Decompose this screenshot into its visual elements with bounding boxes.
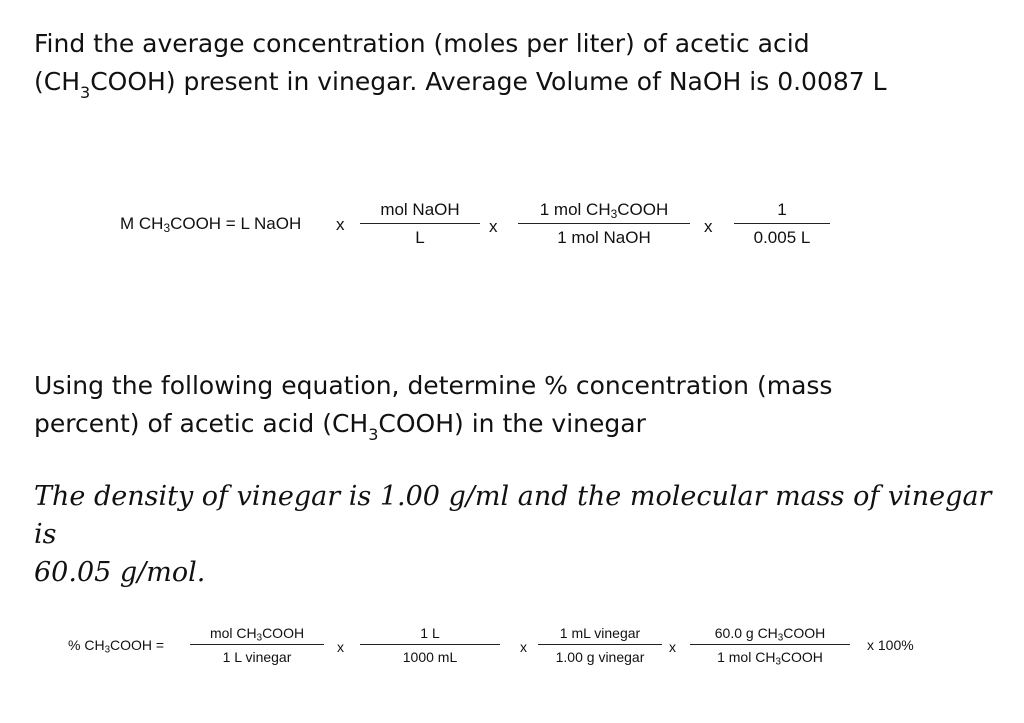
density-note <box>34 478 994 592</box>
fraction-bar <box>360 644 500 645</box>
fraction-numerator: mol NaOH <box>380 200 460 219</box>
times-operator: x <box>520 639 527 655</box>
fraction-denominator: 1 mol NaOH <box>557 228 651 247</box>
fraction-bar <box>360 223 480 224</box>
question-2-text <box>34 367 994 443</box>
times-operator: x <box>669 639 676 655</box>
fraction-molar-mass <box>690 625 850 668</box>
fraction-numerator: 1 mol $CH_3COOH$ <box>539 200 669 221</box>
question-1-text <box>34 25 994 101</box>
fraction-numerator: 1 <box>777 200 787 219</box>
fraction-numerator: mol $CH_3COOH$ <box>209 625 305 644</box>
times-operator: x <box>489 217 498 236</box>
question-1-line-2: $(CH_3COOH)$ present in vinegar. Average Volume of NaOH is 0.0087 L <box>34 67 887 102</box>
fraction-denominator: 1000 mL <box>402 649 458 665</box>
times-100-percent: x 100% <box>867 637 914 653</box>
fraction-denominator: L <box>415 228 425 247</box>
fraction-denominator: 1.00 g vinegar <box>555 649 645 665</box>
fraction-mol-per-l-vinegar <box>190 625 324 665</box>
fraction-denominator: 1 L vinegar <box>222 649 292 665</box>
fraction-mol-naoh-per-l <box>360 200 480 248</box>
fraction-bar <box>538 644 662 645</box>
fraction-numerator: 1 L <box>420 625 440 641</box>
fraction-one-over-volume <box>734 200 830 248</box>
times-operator: x <box>336 215 345 234</box>
density-note-line-1: The density of vinegar is 1.00 g/ml and the molecular mass of vinegar is <box>34 481 992 550</box>
fraction-bar <box>734 223 830 224</box>
question-2-line-2: percent) of acetic acid $(CH_3COOH)$ in the vinegar <box>34 409 646 444</box>
fraction-numerator: 1 mL vinegar <box>559 625 641 641</box>
question-1-line-1: Find the average concentration (moles per liter) of acetic acid <box>34 29 810 58</box>
fraction-ml-per-gram-vinegar <box>538 625 662 665</box>
molarity-lhs: M $CH_3COOH = L$ NaOH <box>120 214 302 235</box>
fraction-liter-to-ml <box>360 625 500 665</box>
fraction-bar <box>518 223 690 224</box>
fraction-mole-ratio <box>518 200 690 248</box>
fraction-bar <box>190 644 324 645</box>
density-note-line-2: 60.05 g/mol. <box>34 557 206 588</box>
fraction-denominator: 1 mol $CH_3COOH$ <box>717 649 823 668</box>
times-operator: x <box>704 217 713 236</box>
fraction-denominator: 0.005 L <box>753 228 811 247</box>
fraction-numerator: 60.0 g $CH_3COOH$ <box>714 625 826 644</box>
fraction-bar <box>690 644 850 645</box>
times-operator: x <box>337 639 344 655</box>
question-2-line-1: Using the following equation, determine % concentration (mass <box>34 371 833 400</box>
mass-percent-lhs: % $CH_3COOH$ = <box>68 637 165 656</box>
